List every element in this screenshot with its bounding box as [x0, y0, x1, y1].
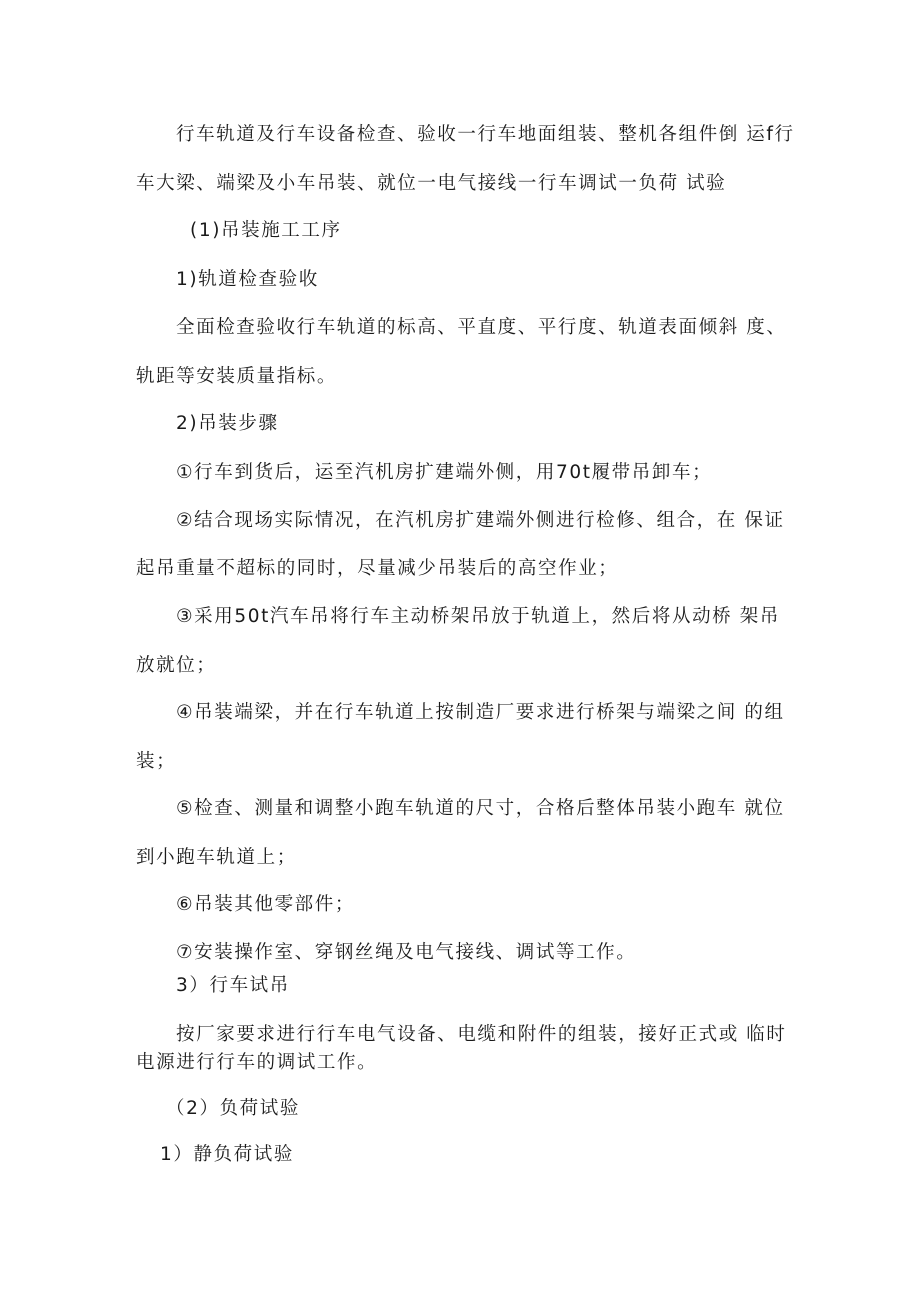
paragraph-trial-line-1: 按厂家要求进行行车电气设备、电缆和附件的组装，接好正式或 临时: [176, 1024, 787, 1045]
paragraph-trial-line-2: 电源进行行车的调试工作。: [136, 1052, 378, 1073]
heading-trial-lift: 3）行车试吊: [176, 975, 290, 996]
step-3-line-1: ③采用50t汽车吊将行车主动桥架吊放于轨道上，然后将从动桥 架吊: [176, 606, 780, 627]
step-2-line-2: 起吊重量不超标的同时，尽量减少吊装后的高空作业；: [136, 558, 619, 579]
heading-static-load-test: 1）静负荷试验: [160, 1144, 294, 1165]
step-7-line-1: ⑦安装操作室、穿钢丝绳及电气接线、调试等工作。: [176, 942, 637, 963]
step-1-line-1: ①行车到货后，运至汽机房扩建端外侧，用70t履带吊卸车；: [176, 462, 713, 483]
step-6-line-1: ⑥吊装其他零部件；: [176, 894, 355, 915]
heading-load-test: （2）负荷试验: [166, 1098, 300, 1119]
step-4-line-1: ④吊装端梁，并在行车轨道上按制造厂要求进行桥架与端梁之间 的组: [176, 702, 785, 723]
step-3-line-2: 放就位；: [136, 655, 217, 676]
step-5-line-1: ⑤检查、测量和调整小跑车轨道的尺寸，合格后整体吊装小跑车 就位: [176, 798, 785, 819]
heading-track-inspection: 1)轨道检查验收: [176, 269, 319, 290]
step-5-line-2: 到小跑车轨道上；: [136, 847, 297, 868]
step-2-line-1: ②结合现场实际情况，在汽机房扩建端外侧进行检修、组合，在 保证: [176, 510, 785, 531]
paragraph-track-line-1: 全面检查验收行车轨道的标高、平直度、平行度、轨道表面倾斜 度、: [176, 317, 787, 338]
step-4-line-2: 装；: [136, 751, 177, 772]
heading-hoisting-steps: 2)吊装步骤: [176, 413, 279, 434]
paragraph-track-line-2: 轨距等安装质量指标。: [136, 366, 338, 387]
paragraph-process-line-2: 车大梁、端梁及小车吊装、就位一电气接线一行车调试一负荷 试验: [136, 173, 727, 194]
heading-hoisting-procedure: (1)吊装施工工序: [190, 220, 342, 241]
paragraph-process-line-1: 行车轨道及行车设备检查、验收一行车地面组装、整机各组件倒 运f行: [176, 124, 795, 145]
